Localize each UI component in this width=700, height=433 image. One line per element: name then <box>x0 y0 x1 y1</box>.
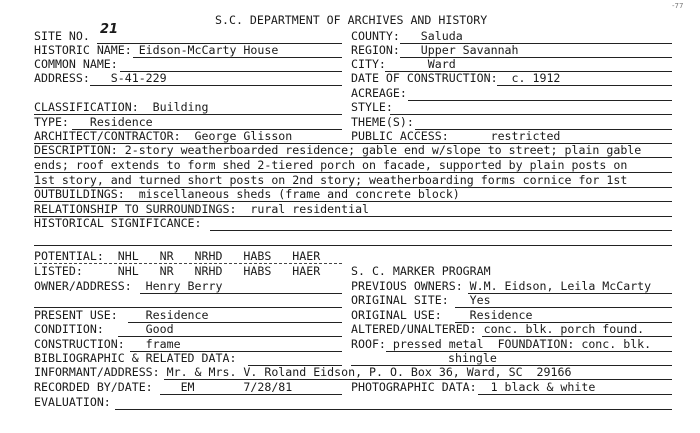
classification-field: CLASSIFICATION: Building <box>34 100 209 114</box>
type-field: TYPE: Residence <box>34 115 153 129</box>
style-line <box>390 114 672 115</box>
region-field: REGION: Upper Savannah <box>351 43 519 57</box>
site-no-value: 21 <box>100 22 119 37</box>
public-access-field: PUBLIC ACCESS: restricted <box>351 129 561 143</box>
city-field: CITY: Ward <box>351 57 456 71</box>
roof-foundation-field: ROOF: pressed metal FOUNDATION: conc. blk. <box>351 337 652 351</box>
common-name-field: COMMON NAME: <box>34 57 118 71</box>
description-line-2: ends; roof extends to form shed 2-tiered porch on facade, supported by plain posts on <box>34 158 628 172</box>
original-use-field: ORIGINAL USE: Residence <box>351 308 533 322</box>
theme-field: THEME(S): <box>351 115 414 129</box>
outbuildings-field: OUTBUILDINGS: miscellaneous sheds (frame and concrete block) <box>34 187 460 201</box>
owner-field: OWNER/ADDRESS: Henry Berry <box>34 279 223 293</box>
condition-field: CONDITION: Good <box>34 322 174 336</box>
historical-significance-line-2 <box>34 245 672 246</box>
form-header: S.C. DEPARTMENT OF ARCHIVES AND HISTORY <box>215 13 488 27</box>
architect-field: ARCHITECT/CONTRACTOR: George Glisson <box>34 129 293 143</box>
potential-field: POTENTIAL: NHL NR NRHD HABS HAER <box>34 249 321 263</box>
evaluation-field: EVALUATION: <box>34 395 111 409</box>
historical-significance-field: HISTORICAL SIGNIFICANCE: <box>34 216 202 230</box>
description-line-1: DESCRIPTION: 2-story weatherboarded residence; gable end w/slope to street; plain gable <box>34 143 642 157</box>
roof-shingle: shingle <box>448 351 497 365</box>
historical-significance-line <box>210 230 672 231</box>
construction-field: CONSTRUCTION: frame <box>34 337 181 351</box>
historic-name-line <box>133 57 342 58</box>
recorded-field: RECORDED BY/DATE: EM 7/28/81 <box>34 380 293 394</box>
roof-line <box>386 351 672 352</box>
date-construction-field: DATE OF CONSTRUCTION: c. 1912 <box>351 71 561 85</box>
recorded-line <box>160 394 342 395</box>
county-field: COUNTY: Saluda <box>351 29 463 43</box>
owner-line <box>140 293 342 294</box>
relationship-field: RELATIONSHIP TO SURROUNDINGS: rural residential <box>34 202 370 216</box>
site-no-label: SITE NO. <box>34 29 90 43</box>
historic-name-field: HISTORIC NAME: Eidson-McCarty House <box>34 43 279 57</box>
address-line <box>90 85 342 86</box>
bibliographic-field: BIBLIOGRAPHIC & RELATED DATA: <box>34 351 237 365</box>
acreage-line <box>408 100 672 101</box>
previous-owners-line <box>468 293 672 294</box>
corner-mark: -77 <box>672 2 684 10</box>
previous-owners-field: PREVIOUS OWNERS: W.M. Eidson, Leila McCarty <box>351 279 652 293</box>
informant-field: INFORMANT/ADDRESS: Mr. & Mrs. V. Roland Eidson, P. O. Box 36, Ward, SC 29166 <box>34 365 572 379</box>
date-construction-line <box>497 85 672 86</box>
description-line-3: 1st story, and turned short posts on 2nd story; weatherboarding forms cornice for 1st <box>34 173 628 187</box>
listed-field: LISTED: NHL NR NRHD HABS HAER <box>34 264 321 278</box>
present-use-field: PRESENT USE: Residence <box>34 308 209 322</box>
photographic-field: PHOTOGRAPHIC DATA: 1 black & white <box>351 380 596 394</box>
photographic-line <box>478 394 672 395</box>
marker-program: S. C. MARKER PROGRAM <box>351 264 491 278</box>
original-site-field: ORIGINAL SITE: Yes <box>351 293 491 307</box>
altered-field: ALTERED/UNALTERED: conc. blk. porch found. <box>351 322 645 336</box>
style-field: STYLE: <box>351 100 393 114</box>
evaluation-line <box>115 409 672 410</box>
acreage-field: ACREAGE: <box>351 86 407 100</box>
address-field: ADDRESS: S-41-229 <box>34 71 167 85</box>
